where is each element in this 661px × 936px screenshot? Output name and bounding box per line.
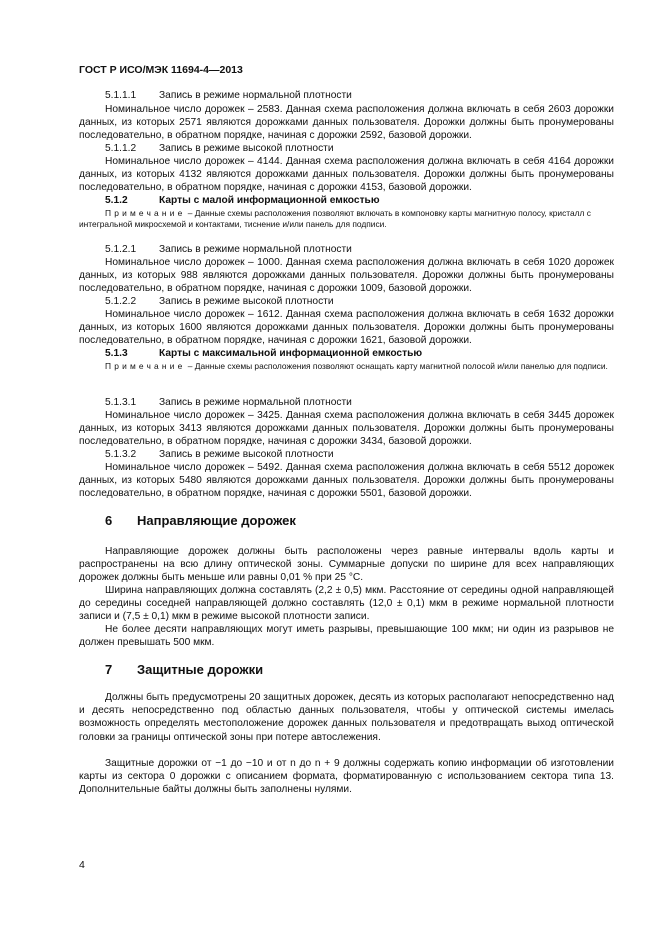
paragraph: Номинальное число дорожек – 1612. Данная схема расположения должна включать в себя 1632 дорожки данных, из которых 1600 являются дорожками данных пользователя. Дорожки должны быть пронумерованы последовательно, в обратном порядке, начиная с дорожки 1621, базовой дорожки. — [79, 309, 614, 347]
paragraph: Номинальное число дорожек – 5492. Данная схема расположения должна включать в себя 5512 дорожек данных, из которых 5480 являются дорожками данных пользователя. Дорожки должны быть пронумерованы последовательно, в обратном порядке, начиная с дорожки 5501, базовой дорожки. — [79, 462, 614, 500]
subsection-number: 5.1.1.1 — [105, 90, 137, 101]
paragraph: Защитные дорожки от −1 до −10 и от n до n + 9 должны содержать копию информации об изготовлении карты из сектора 0 дорожки с описанием формата, форматированную с использованием сектора типа 13. Дополнительные байты должны быть заполнены нулями. — [79, 758, 614, 796]
subsection-heading — [105, 396, 352, 409]
subsection-title: Запись в режиме нормальной плотности — [159, 397, 352, 408]
section-number: 6 — [105, 513, 113, 528]
paragraph: Направляющие дорожек должны быть расположены через равные интервалы вдоль карты и распространены на всю длину оптической зоны. Суммарные допуски по ширине для всех направляющих дорожек должны быть меньше или равны 0,01 % при 25 °С. — [79, 546, 614, 584]
paragraph: Номинальное число дорожек – 2583. Данная схема расположения должна включать в себя 2603 дорожки данных, из которых 2571 являются дорожками данных пользователя. Дорожки должны быть пронумерованы последовательно, в обратном порядке, начиная с дорожки 2592, базовой дорожки. — [79, 104, 614, 142]
subsection-number: 5.1.3.1 — [105, 397, 137, 408]
subsection-number: 5.1.3 — [105, 348, 128, 359]
paragraph: Должны быть предусмотрены 20 защитных дорожек, десять из которых располагают непосредственно над и десять непосредственно под областью данных пользователя, чтобы у оптической системы имелась возможность определять местоположение дорожек данных пользователя и предотвращать выход оптической головки за границы оптической зоны при потере автослежения. — [79, 692, 614, 743]
section-title: Защитные дорожки — [137, 662, 264, 677]
subsection-heading — [105, 194, 380, 207]
subsection-title: Карты с максимальной информационной емкостью — [159, 348, 423, 359]
note-label: Примечание — [105, 208, 186, 218]
section-title: Направляющие дорожек — [137, 513, 296, 528]
subsection-heading — [105, 448, 334, 461]
note-text: – Данные схемы расположения позволяют оснащать карту магнитной полосой и/или панелью для подписи. — [185, 361, 608, 371]
subsection-heading — [105, 243, 352, 256]
subsection-heading — [105, 347, 422, 360]
note-label: Примечание — [105, 361, 186, 371]
subsection-heading — [105, 295, 334, 308]
section-number: 7 — [105, 662, 113, 677]
subsection-heading — [105, 142, 334, 155]
note — [79, 208, 614, 230]
subsection-heading — [105, 89, 352, 102]
subsection-number: 5.1.1.2 — [105, 143, 137, 154]
paragraph: Номинальное число дорожек – 1000. Данная схема расположения должна включать в себя 1020 дорожек данных, из которых 988 являются дорожками данных пользователя. Дорожки должны быть пронумерованы последовательно, в обратном порядке, начиная с дорожки 1009, базовой дорожки. — [79, 257, 614, 295]
page-number: 4 — [79, 859, 85, 871]
standard-header: ГОСТ Р ИСО/МЭК 11694-4—2013 — [79, 64, 243, 76]
subsection-title: Запись в режиме высокой плотности — [159, 449, 334, 460]
subsection-title: Запись в режиме нормальной плотности — [159, 90, 352, 101]
subsection-number: 5.1.2.1 — [105, 244, 137, 255]
subsection-number: 5.1.2.2 — [105, 296, 137, 307]
note — [79, 361, 614, 372]
section-heading — [105, 513, 296, 528]
note-text: – Данные схемы расположения позволяют включать в компоновку карты магнитную полосу, кристалл с интегральной микросхемой и контактами, тиснение и/или панель для подписи. — [79, 208, 591, 229]
paragraph: Не более десяти направляющих могут иметь разрывы, превышающие 100 мкм; ни один из разрывов не должен превышать 500 мкм. — [79, 624, 614, 649]
subsection-number: 5.1.3.2 — [105, 449, 137, 460]
subsection-title: Запись в режиме нормальной плотности — [159, 244, 352, 255]
paragraph: Номинальное число дорожек – 4144. Данная схема расположения должна включать в себя 4164 дорожки данных, из которых 4132 являются дорожками данных пользователя. Дорожки должны быть пронумерованы последовательно, в обратном порядке, начиная с дорожки 4153, базовой дорожки. — [79, 156, 614, 194]
subsection-title: Запись в режиме высокой плотности — [159, 143, 334, 154]
paragraph: Ширина направляющих должна составлять (2,2 ± 0,5) мкм. Расстояние от середины одной направляющей до середины соседней направляющей должно составлять (12,0 ± 0,1) мкм в режиме нормальной плотности записи и (7,5 ± 0,1) мкм в режиме высокой плотности записи. — [79, 585, 614, 623]
subsection-number: 5.1.2 — [105, 195, 128, 206]
paragraph: Номинальное число дорожек – 3425. Данная схема расположения должна включать в себя 3445 дорожек данных, из которых 3413 являются дорожками данных пользователя. Дорожки должны быть пронумерованы последовательно, в обратном порядке, начиная с дорожки 3434, базовой дорожки. — [79, 410, 614, 448]
subsection-title: Карты с малой информационной емкостью — [159, 195, 380, 206]
subsection-title: Запись в режиме высокой плотности — [159, 296, 334, 307]
section-heading — [105, 662, 263, 677]
